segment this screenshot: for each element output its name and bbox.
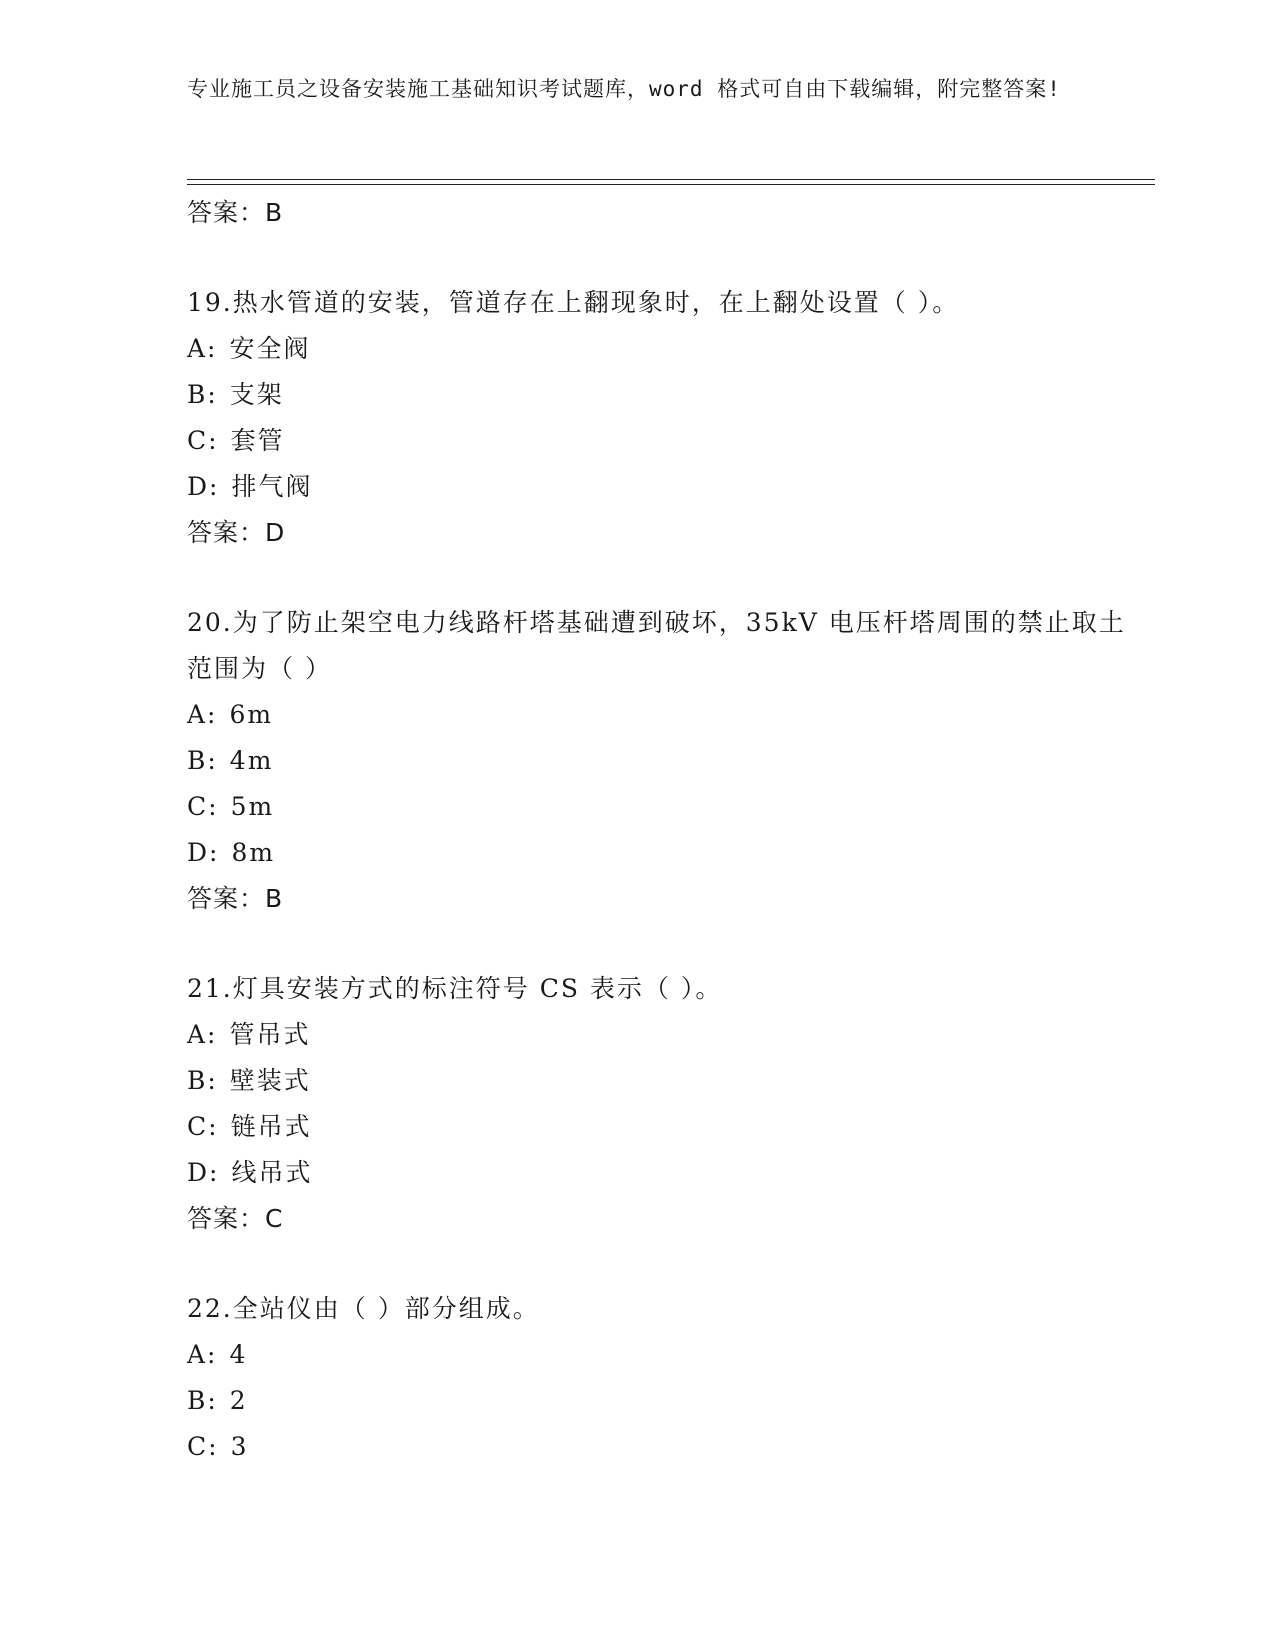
option-letter: B:	[187, 1386, 218, 1415]
option-text: 5m	[230, 792, 275, 821]
option-letter: C:	[187, 1432, 219, 1461]
option-letter: D:	[187, 838, 220, 867]
option-text: 套管	[230, 426, 285, 455]
header-divider-bottom	[187, 184, 1155, 185]
option-a	[187, 1332, 1127, 1378]
question-stem: 22.全站仪由（ ）部分组成。	[187, 1294, 540, 1323]
option-letter: A:	[187, 334, 218, 363]
option-c	[187, 418, 1127, 464]
option-letter: D:	[187, 1158, 220, 1187]
option-d	[187, 1150, 1127, 1196]
option-d	[187, 464, 1127, 510]
option-text: 支架	[229, 380, 284, 409]
option-text: 8m	[231, 838, 276, 867]
option-a	[187, 1012, 1127, 1058]
option-text: 4	[229, 1340, 248, 1369]
option-letter: D:	[187, 472, 220, 501]
option-c	[187, 784, 1127, 830]
question-block	[187, 966, 1127, 1242]
answer-line: 答案：C	[187, 1204, 284, 1233]
option-text: 排气阀	[231, 472, 313, 501]
header-divider-top	[187, 179, 1155, 180]
question-block	[187, 600, 1127, 922]
option-letter: A:	[187, 700, 218, 729]
option-letter: B:	[187, 746, 218, 775]
question-block	[187, 1286, 1127, 1470]
option-text: 线吊式	[231, 1158, 313, 1187]
option-text: 安全阀	[229, 334, 311, 363]
answer-line: 答案：D	[187, 518, 286, 547]
option-letter: A:	[187, 1340, 218, 1369]
option-letter: B:	[187, 1066, 218, 1095]
option-c	[187, 1424, 1127, 1470]
question-block	[187, 280, 1127, 556]
option-b	[187, 1058, 1127, 1104]
question-stem: 21.灯具安装方式的标注符号 CS 表示（ ）。	[187, 974, 723, 1003]
option-b	[187, 1378, 1127, 1424]
question-stem: 19.热水管道的安装，管道存在上翻现象时，在上翻处设置（ ）。	[187, 288, 960, 317]
option-letter: C:	[187, 426, 219, 455]
question-stem: 20.为了防止架空电力线路杆塔基础遭到破坏，35kV 电压杆塔周围的禁止取土范围为（ ）	[187, 608, 1126, 683]
answer-line: 答案：B	[187, 198, 284, 227]
option-letter: C:	[187, 1112, 219, 1141]
option-text: 2	[229, 1386, 248, 1415]
option-letter: C:	[187, 792, 219, 821]
option-b	[187, 372, 1127, 418]
option-a	[187, 326, 1127, 372]
option-c	[187, 1104, 1127, 1150]
option-text: 6m	[229, 700, 274, 729]
option-text: 壁装式	[229, 1066, 311, 1095]
document-header: 专业施工员之设备安装施工基础知识考试题库，word 格式可自由下载编辑，附完整答案!	[187, 77, 1061, 101]
option-text: 管吊式	[229, 1020, 311, 1049]
option-b	[187, 738, 1127, 784]
option-d	[187, 830, 1127, 876]
question-list	[187, 190, 1127, 1470]
answer-line: 答案：B	[187, 884, 284, 913]
option-letter: A:	[187, 1020, 218, 1049]
option-letter: B:	[187, 380, 218, 409]
option-text: 4m	[229, 746, 274, 775]
option-a	[187, 692, 1127, 738]
option-text: 链吊式	[230, 1112, 312, 1141]
option-text: 3	[230, 1432, 249, 1461]
